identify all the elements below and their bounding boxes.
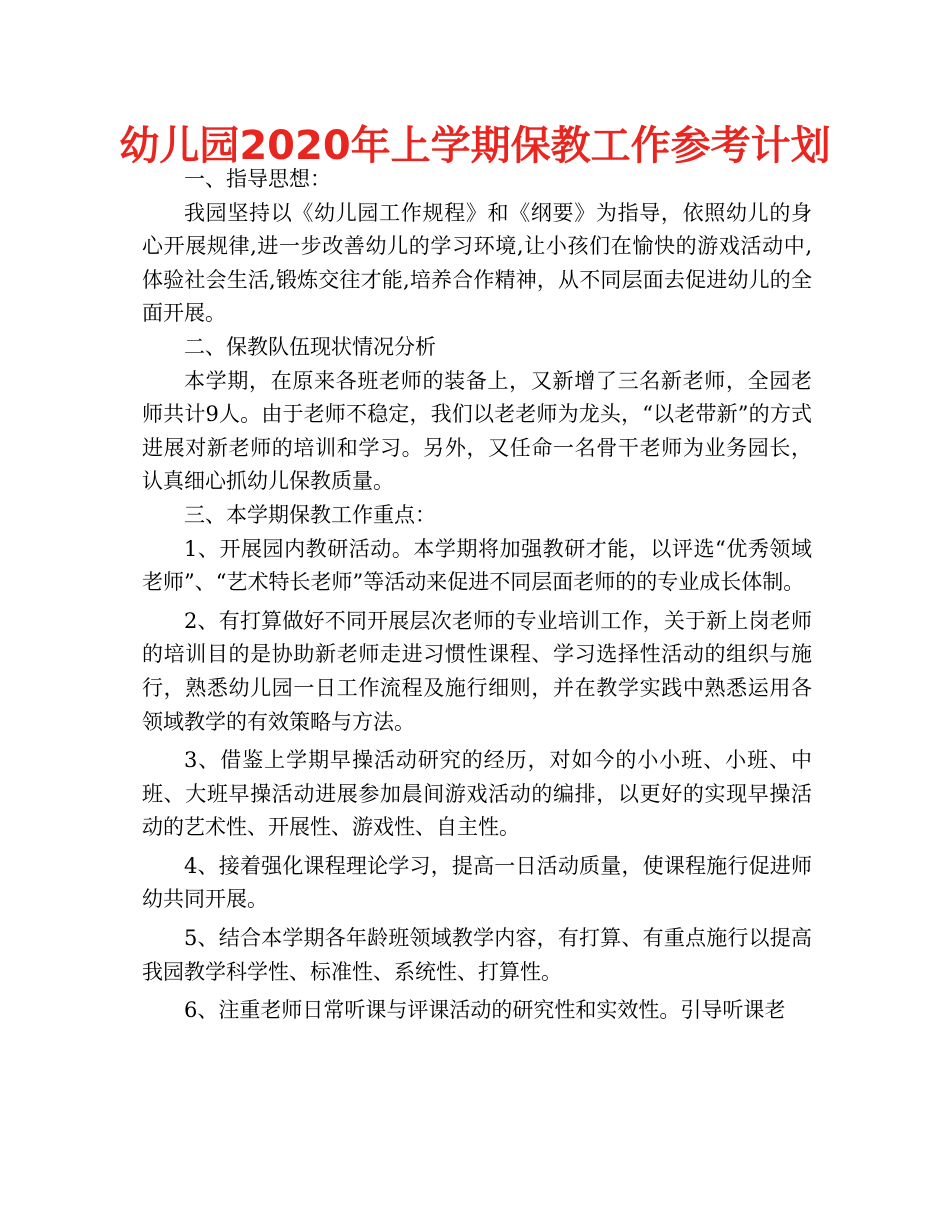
section-heading-guiding-ideology: 一、指导思想： [184, 167, 331, 191]
document-body [142, 163, 812, 1028]
list-item-1: 1、开展园内教研活动。本学期将加强教研才能，以评选“优秀领域老师”、“艺术特长老师”等活动来促进不同层面老师的的专业成长体制。 [142, 536, 812, 595]
document-title: 幼儿园2020年上学期保教工作参考计划 [119, 123, 831, 169]
paragraph-staff-analysis: 本学期，在原来各班老师的装备上，又新增了三名新老师，全园老师共计9人。由于老师不稳定，我们以老老师为龙头，“以老带新”的方式进展对新老师的培训和学习。另外，又任命一名骨干老师为业务园长，认真细心抓幼儿保教质量。 [142, 368, 812, 494]
section-heading-key-work: 三、本学期保教工作重点： [184, 502, 436, 527]
paragraph-guiding-ideology: 我园坚持以《幼儿园工作规程》和《纲要》为指导，依照幼儿的身心开展规律,进一步改善幼儿的学习环境,让小孩们在愉快的游戏活动中,体验社会生活,锻炼交往才能,培养合作精神，从不同层面去促进幼儿的全面开展。 [142, 200, 812, 326]
list-item-3: 3、借鉴上学期早操活动研究的经历，对如今的小小班、小班、中班、大班早操活动进展参加晨间游戏活动的编排，以更好的实现早操活动的艺术性、开展性、游戏性、自主性。 [142, 748, 812, 840]
list-item-2: 2、有打算做好不同开展层次老师的专业培训工作，关于新上岗老师的培训目的是协助新老师走进习惯性课程、学习选择性活动的组织与施行，熟悉幼儿园一日工作流程及施行细则，并在教学实践中熟悉运用各领域教学的有效策略与方法。 [142, 608, 812, 734]
list-item-4: 4、接着强化课程理论学习，提高一日活动质量，使课程施行促进师幼共同开展。 [142, 853, 812, 912]
list-item-5: 5、结合本学期各年龄班领域教学内容，有打算、有重点施行以提高我园教学科学性、标准性、系统性、打算性。 [142, 926, 812, 984]
list-item-6: 6、注重老师日常听课与评课活动的研究性和实效性。引导听课老 [184, 998, 786, 1023]
section-heading-staff-analysis: 二、保教队伍现状情况分析 [184, 334, 436, 359]
